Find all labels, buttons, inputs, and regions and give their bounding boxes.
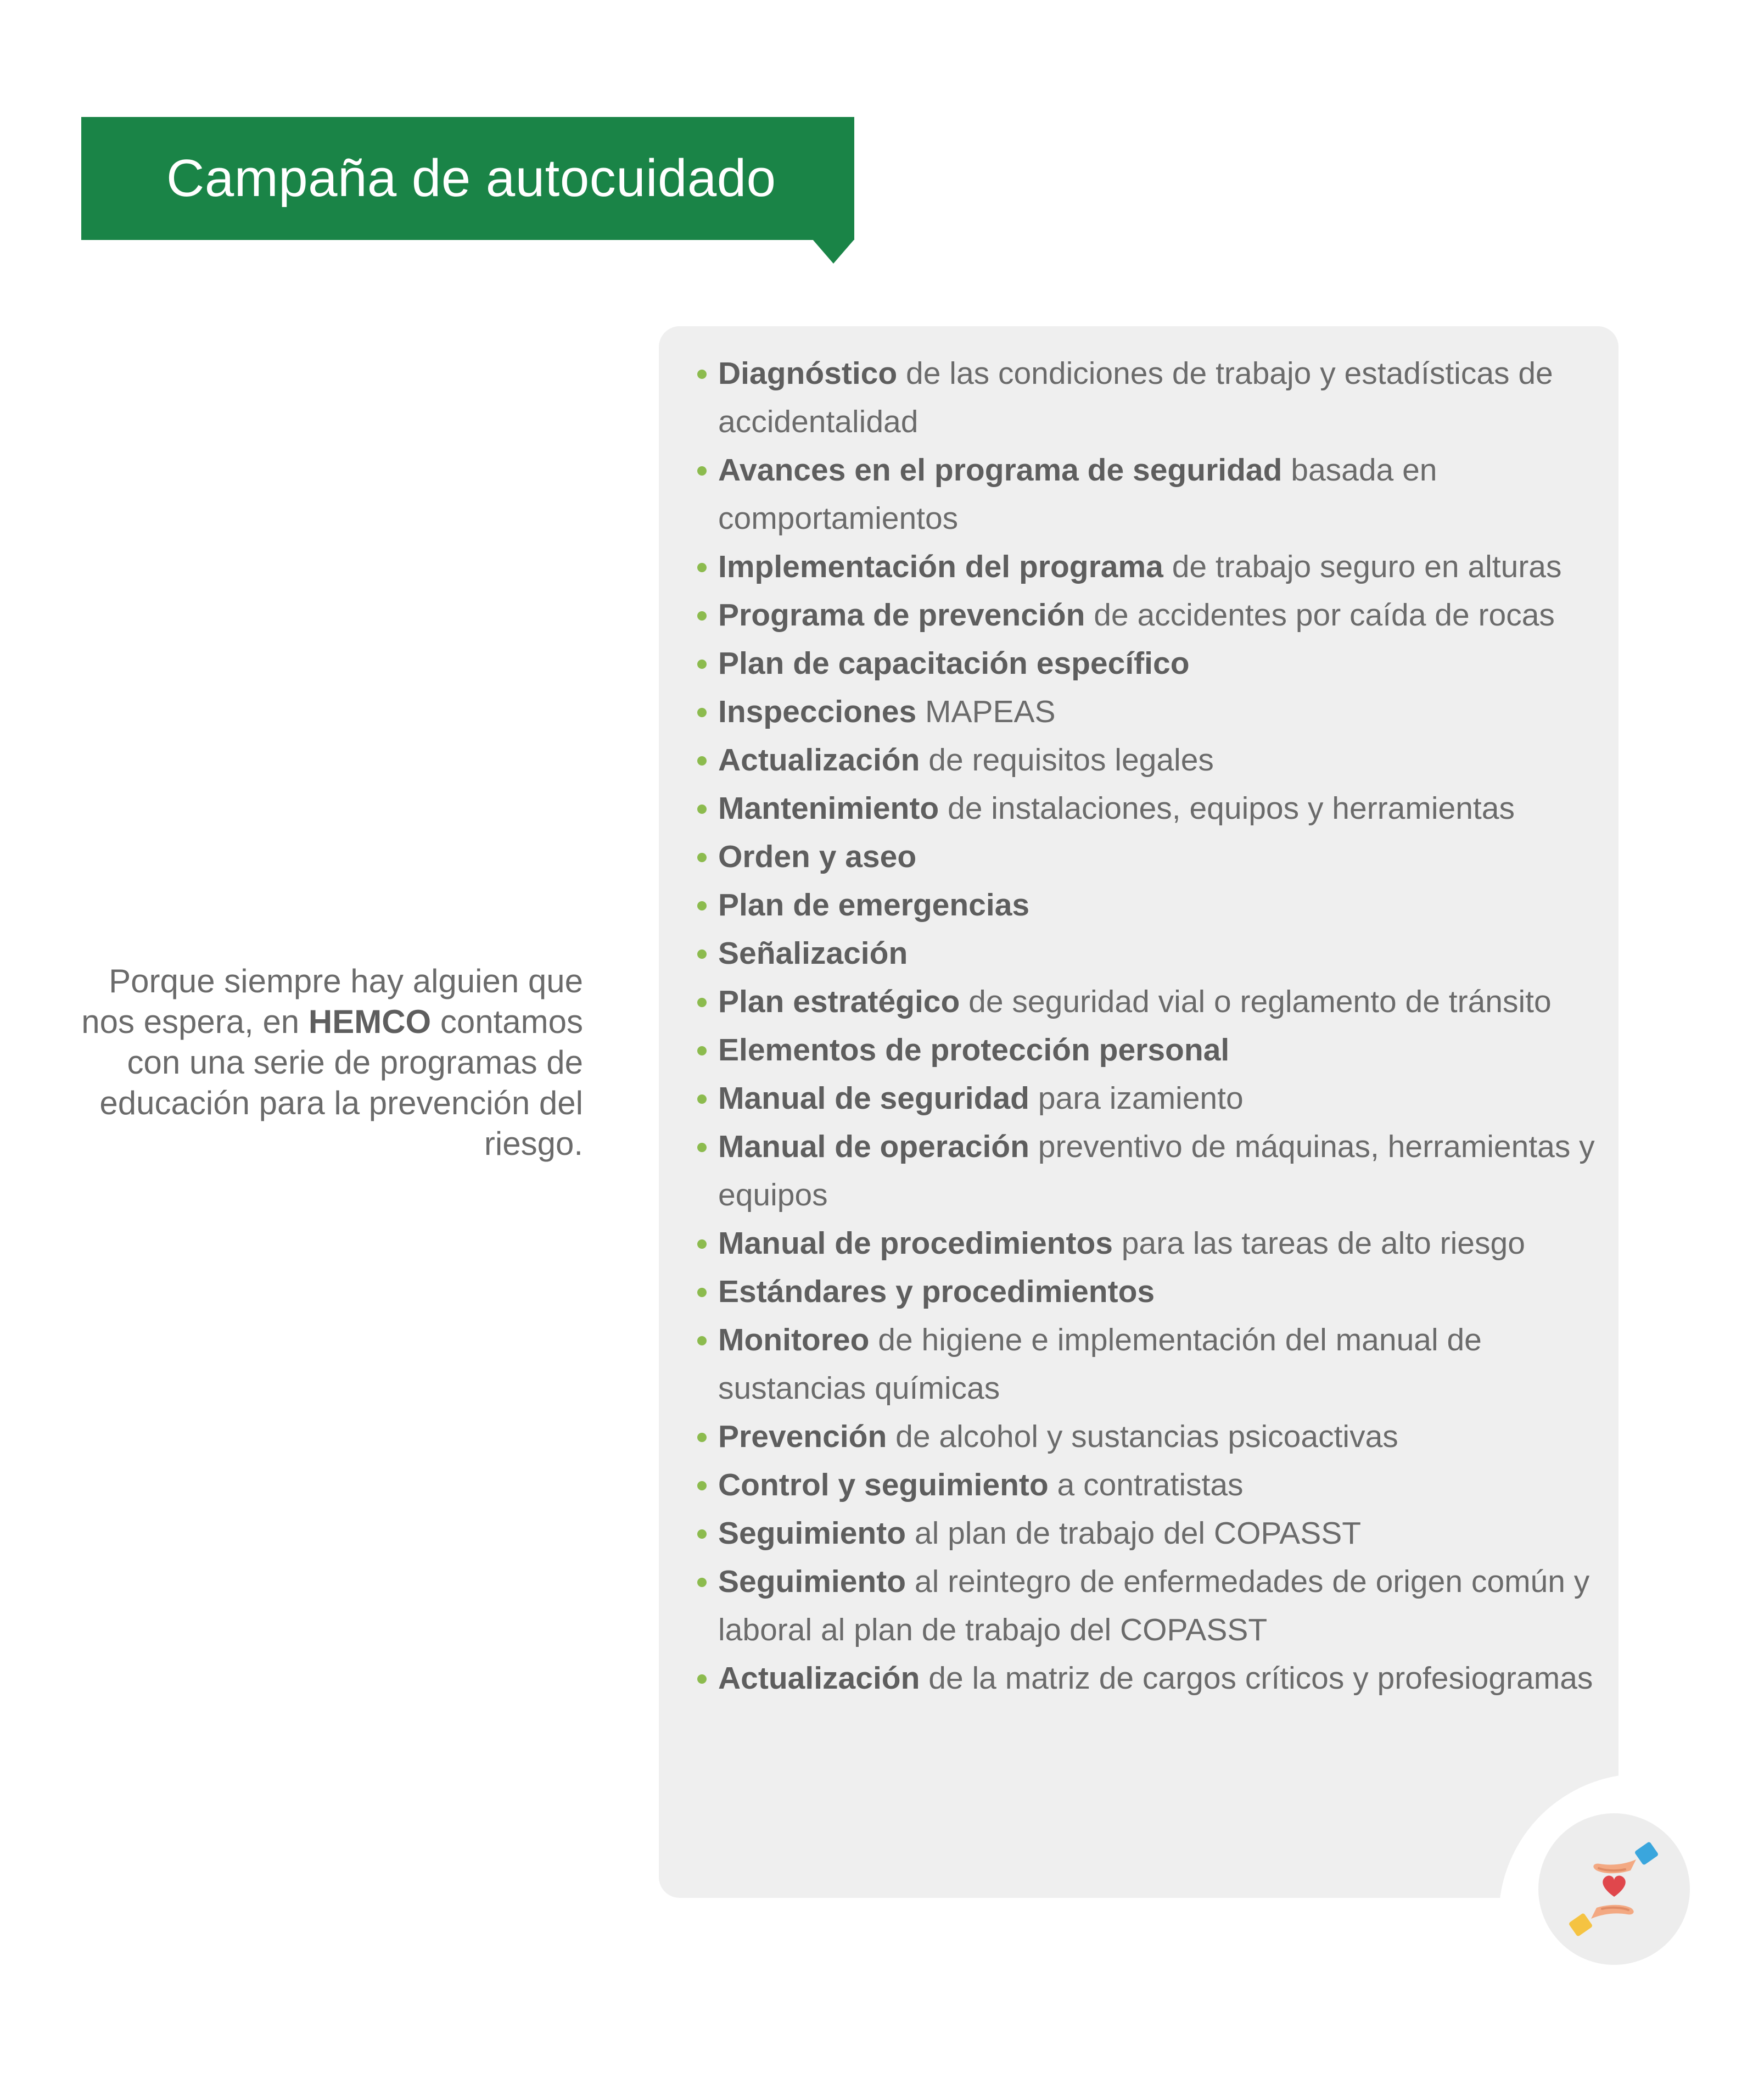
program-item-bold: Prevención — [718, 1419, 887, 1454]
bullet-dot-icon — [697, 370, 707, 379]
program-item — [697, 833, 1609, 881]
program-item-bold: Plan de emergencias — [718, 887, 1030, 923]
intro-text-after: contamos con una serie de programas de educación para la prevención del riesgo. — [99, 1003, 583, 1162]
programs-list — [697, 349, 1609, 1702]
program-item-rest: de accidentes por caída de rocas — [1085, 597, 1555, 633]
intro-paragraph — [55, 961, 583, 1164]
program-item — [697, 1122, 1609, 1219]
program-item-bold: Inspecciones — [718, 694, 917, 729]
bullet-dot-icon — [697, 1239, 707, 1249]
program-item-bold: Señalización — [718, 936, 908, 971]
program-item — [697, 1316, 1609, 1412]
program-item-bold: Elementos de protección personal — [718, 1032, 1230, 1068]
intro-brand: HEMCO — [308, 1003, 432, 1040]
program-item-bold: Manual de procedimientos — [718, 1226, 1113, 1261]
program-item-rest: preventivo de máquinas, herramientas y equipos — [718, 1129, 1595, 1213]
program-item-bold: Manual de operación — [718, 1129, 1029, 1164]
program-item-rest: de seguridad vial o reglamento de tránsito — [960, 984, 1552, 1019]
program-item-rest: basada en comportamientos — [718, 453, 1437, 536]
bullet-dot-icon — [697, 1674, 707, 1684]
care-badge — [1538, 1813, 1690, 1965]
bullet-dot-icon — [697, 1529, 707, 1539]
program-item — [697, 1509, 1609, 1557]
program-item-rest: para las tareas de alto riesgo — [1112, 1226, 1525, 1261]
program-item-bold: Programa de prevención — [718, 597, 1085, 633]
bullet-dot-icon — [697, 563, 707, 572]
program-item-rest: al plan de trabajo del COPASST — [906, 1516, 1362, 1551]
bullet-dot-icon — [697, 1046, 707, 1055]
bullet-dot-icon — [697, 949, 707, 959]
bullet-dot-icon — [697, 1336, 707, 1345]
bullet-dot-icon — [697, 853, 707, 862]
program-item-bold: Seguimiento — [718, 1516, 906, 1551]
program-item — [697, 639, 1609, 688]
program-item — [697, 881, 1609, 929]
bullet-dot-icon — [697, 756, 707, 766]
bullet-dot-icon — [697, 1481, 707, 1490]
program-item — [697, 929, 1609, 977]
program-item-rest: de alcohol y sustancias psicoactivas — [887, 1419, 1398, 1454]
bullet-dot-icon — [697, 466, 707, 476]
program-item-rest: de higiene e implementación del manual de sustancias químicas — [718, 1322, 1482, 1406]
program-item-rest: de requisitos legales — [920, 742, 1214, 778]
program-item-rest: para izamiento — [1029, 1081, 1244, 1116]
program-item — [697, 1026, 1609, 1074]
program-item-rest: de trabajo seguro en alturas — [1163, 549, 1562, 584]
bullet-dot-icon — [697, 901, 707, 910]
program-item-bold: Diagnóstico — [718, 356, 898, 391]
care-hands-heart-icon — [1538, 1813, 1690, 1965]
bullet-dot-icon — [697, 1094, 707, 1104]
program-item — [697, 1219, 1609, 1267]
bullet-dot-icon — [697, 1578, 707, 1587]
program-item-rest: de las condiciones de trabajo y estadísticas de accidentalidad — [718, 356, 1553, 439]
program-item-bold: Actualización — [718, 1661, 920, 1696]
program-item-bold: Avances en el programa de seguridad — [718, 453, 1283, 488]
program-item — [697, 1461, 1609, 1509]
program-item-bold: Seguimiento — [718, 1564, 906, 1599]
program-item-bold: Orden y aseo — [718, 839, 917, 874]
program-item-rest: de la matriz de cargos críticos y profesiogramas — [920, 1661, 1593, 1696]
bullet-dot-icon — [697, 611, 707, 621]
program-item-bold: Control y seguimiento — [718, 1467, 1049, 1502]
bullet-dot-icon — [697, 998, 707, 1007]
program-item-bold: Plan de capacitación específico — [718, 646, 1190, 681]
program-item-rest: MAPEAS — [916, 694, 1056, 729]
program-item-bold: Estándares y procedimientos — [718, 1274, 1155, 1309]
program-item-bold: Manual de seguridad — [718, 1081, 1029, 1116]
program-item-bold: Mantenimiento — [718, 791, 939, 826]
program-item — [697, 977, 1609, 1026]
program-item — [697, 1412, 1609, 1461]
bullet-dot-icon — [697, 1143, 707, 1152]
title-banner-pointer — [813, 239, 854, 264]
bullet-dot-icon — [697, 1288, 707, 1297]
bullet-dot-icon — [697, 660, 707, 669]
title-banner — [81, 117, 854, 240]
program-item — [697, 591, 1609, 639]
program-item-rest: a contratistas — [1048, 1467, 1244, 1502]
bullet-dot-icon — [697, 805, 707, 814]
program-item — [697, 688, 1609, 736]
program-item — [697, 784, 1609, 833]
program-item-bold: Plan estratégico — [718, 984, 960, 1019]
program-item — [697, 1654, 1609, 1702]
bullet-dot-icon — [697, 708, 707, 717]
program-item-bold: Monitoreo — [718, 1322, 870, 1358]
program-item — [697, 1267, 1609, 1316]
program-item-rest: de instalaciones, equipos y herramientas — [939, 791, 1515, 826]
program-item — [697, 543, 1609, 591]
intro-text-before: Porque siempre hay alguien que nos espera, en — [81, 963, 583, 1040]
page-title: Campaña de autocuidado — [166, 149, 776, 208]
program-item — [697, 736, 1609, 784]
program-item — [697, 349, 1609, 446]
program-item — [697, 1074, 1609, 1122]
program-item-bold: Implementación del programa — [718, 549, 1163, 584]
program-item — [697, 1557, 1609, 1654]
program-item-rest: al reintegro de enfermedades de origen común y laboral al plan de trabajo del COPASST — [718, 1564, 1590, 1647]
program-item — [697, 446, 1609, 543]
program-item-bold: Actualización — [718, 742, 920, 778]
bullet-dot-icon — [697, 1433, 707, 1442]
